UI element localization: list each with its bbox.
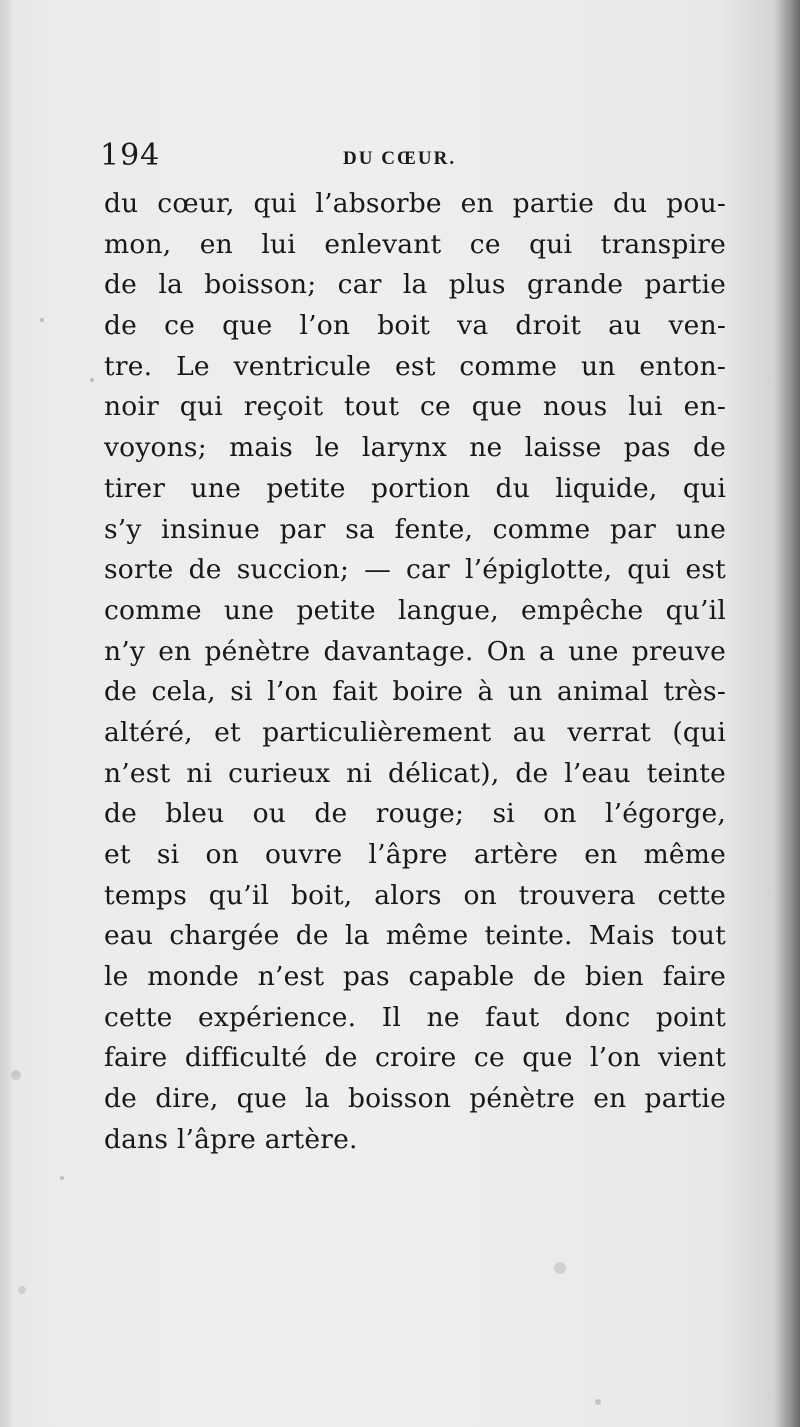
text-line: n’y en pénètre davantage. On a une preuve bbox=[104, 635, 726, 667]
body-text bbox=[104, 184, 726, 1161]
text-line: faire difficulté de croire ce que l’on vient bbox=[104, 1042, 726, 1074]
text-line: du cœur, qui l’absorbe en partie du pou- bbox=[104, 188, 726, 219]
text-line: s’y insinue par sa fente, comme par une bbox=[104, 513, 726, 545]
text-line: de dire, que la boisson pénètre en partie bbox=[104, 1083, 726, 1115]
text-line: le monde n’est pas capable de bien faire bbox=[104, 961, 726, 993]
text-line: eau chargée de la même teinte. Mais tout bbox=[104, 920, 726, 952]
text-line: comme une petite langue, empêche qu’il bbox=[104, 594, 726, 626]
text-line: cette expérience. Il ne faut donc point bbox=[104, 1001, 726, 1033]
page-number: 194 bbox=[100, 138, 161, 173]
text-line: de cela, si l’on fait boire à un animal très- bbox=[104, 676, 726, 708]
text-line: de la boisson; car la plus grande partie bbox=[104, 269, 726, 301]
running-head: DU CŒUR. bbox=[343, 148, 457, 169]
text-line: noir qui reçoit tout ce que nous lui en- bbox=[104, 391, 726, 423]
text-line: sorte de succion; — car l’épiglotte, qui est bbox=[104, 554, 726, 586]
text-line: voyons; mais le larynx ne laisse pas de bbox=[104, 432, 726, 464]
page-header bbox=[100, 138, 730, 178]
text-line: tirer une petite portion du liquide, qui bbox=[104, 472, 726, 504]
text-line: de ce que l’on boit va droit au ven- bbox=[104, 310, 726, 342]
text-line: de bleu ou de rouge; si on l’égorge, bbox=[104, 798, 726, 830]
text-line: tre. Le ventricule est comme un enton- bbox=[104, 350, 726, 382]
text-line: altéré, et particulièrement au verrat (qui bbox=[104, 716, 726, 748]
text-line: temps qu’il boit, alors on trouvera cette bbox=[104, 879, 726, 911]
text-line: et si on ouvre l’âpre artère en même bbox=[104, 839, 726, 870]
text-line: n’est ni curieux ni délicat), de l’eau teinte bbox=[104, 757, 726, 789]
page-right-edge bbox=[774, 0, 800, 1427]
text-line: dans l’âpre artère. bbox=[104, 1123, 358, 1155]
page-left-edge bbox=[0, 0, 12, 1427]
text-line: mon, en lui enlevant ce qui transpire bbox=[104, 228, 726, 260]
